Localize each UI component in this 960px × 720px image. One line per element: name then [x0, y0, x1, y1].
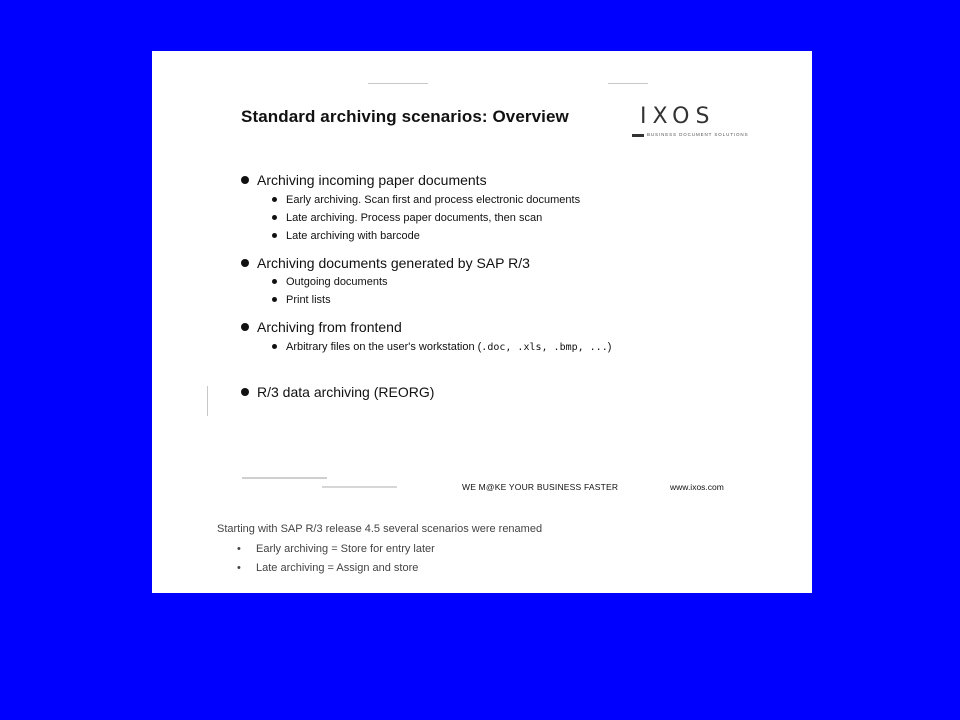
bullet-icon [272, 297, 277, 302]
section-heading-text: Archiving documents generated by SAP R/3 [257, 255, 530, 271]
logo-wordmark: IXOS [640, 104, 716, 129]
slide-title: Standard archiving scenarios: Overview [241, 107, 569, 126]
footer-smudge [242, 477, 327, 479]
list-item [286, 193, 580, 207]
section-heading-text: Archiving incoming paper documents [257, 172, 487, 188]
list-item [286, 293, 331, 307]
bullet-icon [272, 344, 277, 349]
file-extensions: .doc, .xls, .bmp, ... [481, 342, 608, 353]
bullet-icon: • [237, 543, 241, 555]
bullet-icon [272, 279, 277, 284]
footer-url: www.ixos.com [670, 482, 724, 492]
list-item-suffix: ) [607, 341, 612, 353]
section-heading-text: R/3 data archiving (REORG) [257, 384, 435, 400]
bullet-icon: • [237, 562, 241, 574]
logo-tagline: BUSINESS DOCUMENT SOLUTIONS [647, 132, 749, 137]
section-heading [257, 171, 487, 189]
list-item [286, 340, 611, 355]
bullet-icon [241, 259, 249, 267]
section-heading [257, 254, 530, 272]
scan-artifact [207, 386, 208, 416]
list-item-prefix: Arbitrary files on the user's workstation ( [286, 341, 482, 353]
list-item [286, 275, 388, 289]
section-heading-text: Archiving from frontend [257, 319, 402, 335]
notes-item-text: Early archiving = Store for entry later [256, 543, 435, 555]
logo-bar-icon [632, 134, 644, 137]
slide-page [152, 51, 812, 593]
notes-item [237, 543, 435, 555]
list-item-text: Print lists [286, 294, 331, 306]
notes-item [237, 562, 419, 574]
bullet-icon [241, 388, 249, 396]
notes-lead: Starting with SAP R/3 release 4.5 several scenarios were renamed [217, 523, 543, 535]
notes-item-text: Late archiving = Assign and store [256, 562, 419, 574]
list-item-text: Early archiving. Scan first and process electronic documents [286, 194, 581, 206]
list-item [286, 211, 542, 225]
footer-slogan: WE M@KE YOUR BUSINESS FASTER [462, 482, 619, 492]
scan-artifact [608, 83, 648, 84]
list-item [286, 229, 420, 243]
bullet-icon [272, 197, 277, 202]
list-item-text: Late archiving. Process paper documents, then scan [286, 212, 543, 224]
list-item-text: Late archiving with barcode [286, 230, 420, 242]
bullet-icon [272, 215, 277, 220]
bullet-icon [241, 323, 249, 331]
bullet-icon [241, 176, 249, 184]
bullet-icon [272, 233, 277, 238]
footer-smudge [322, 486, 397, 488]
list-item-text: Outgoing documents [286, 276, 388, 288]
section-heading [257, 318, 402, 336]
scan-artifact [368, 83, 428, 84]
section-heading [257, 383, 434, 401]
ixos-logo [632, 104, 749, 141]
